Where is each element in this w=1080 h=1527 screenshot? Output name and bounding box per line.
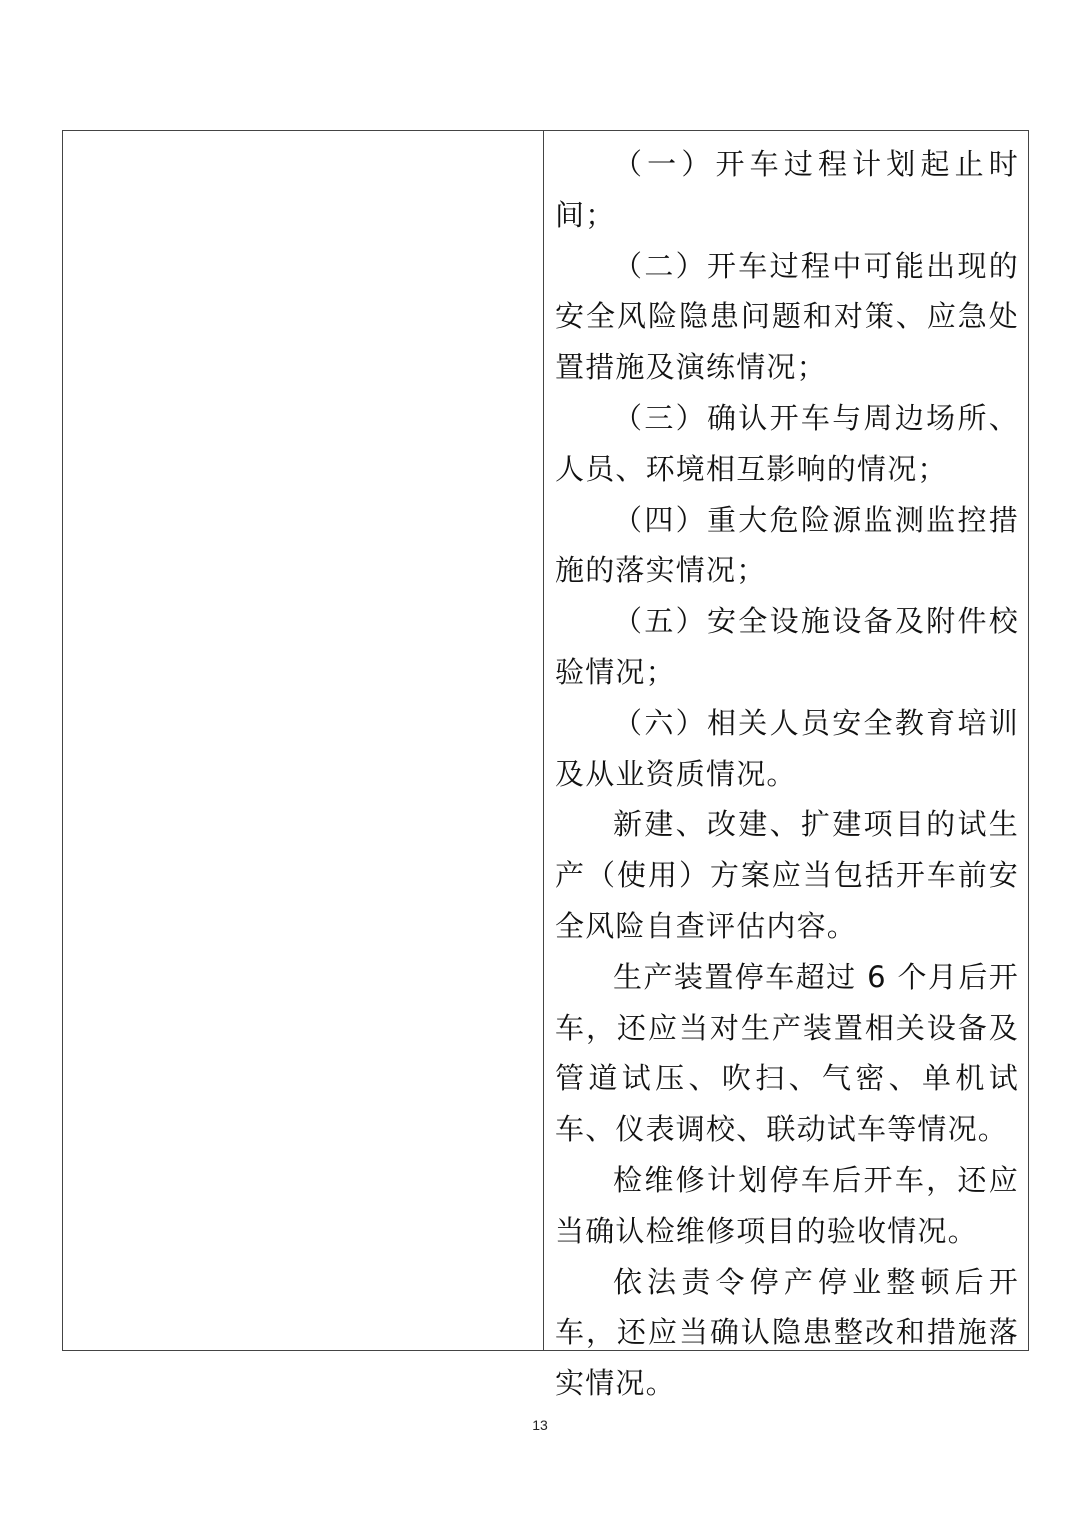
paragraph-item-3: （三）确认开车与周边场所、人员、环境相互影响的情况； <box>555 400 1019 486</box>
paragraph-item-5: （五）安全设施设备及附件校验情况； <box>555 604 1019 689</box>
content-table <box>62 130 1029 1401</box>
paragraph-item-4: （四）重大危险源监测监控措施的落实情况； <box>555 502 1019 588</box>
page-number: 13 <box>532 1417 548 1433</box>
paragraph-new-projects: 新建、改建、扩建项目的试生产（使用）方案应当包括开车前安全风险自查评估内容。 <box>555 807 1019 943</box>
paragraph-long-shutdown: 生产装置停车超过 6 个月后开车，还应当对生产装置相关设备及管道试压、吹扫、气密、单机试车、仪表调校、联动试车等情况。 <box>555 959 1019 1147</box>
paragraph-item-1: （一）开车过程计划起止时间； <box>555 147 1019 232</box>
paragraph-item-6: （六）相关人员安全教育培训及从业资质情况。 <box>555 705 1019 791</box>
paragraph-rectification-restart: 依法责令停产停业整顿后开车，还应当确认隐患整改和措施落实情况。 <box>555 1264 1019 1401</box>
table-right-cell <box>545 131 1028 1401</box>
paragraph-item-2: （二）开车过程中可能出现的安全风险隐患问题和对策、应急处置措施及演练情况； <box>555 248 1019 385</box>
table-left-cell <box>63 131 544 1350</box>
paragraph-maintenance-restart: 检维修计划停车后开车，还应当确认检维修项目的验收情况。 <box>555 1162 1019 1248</box>
